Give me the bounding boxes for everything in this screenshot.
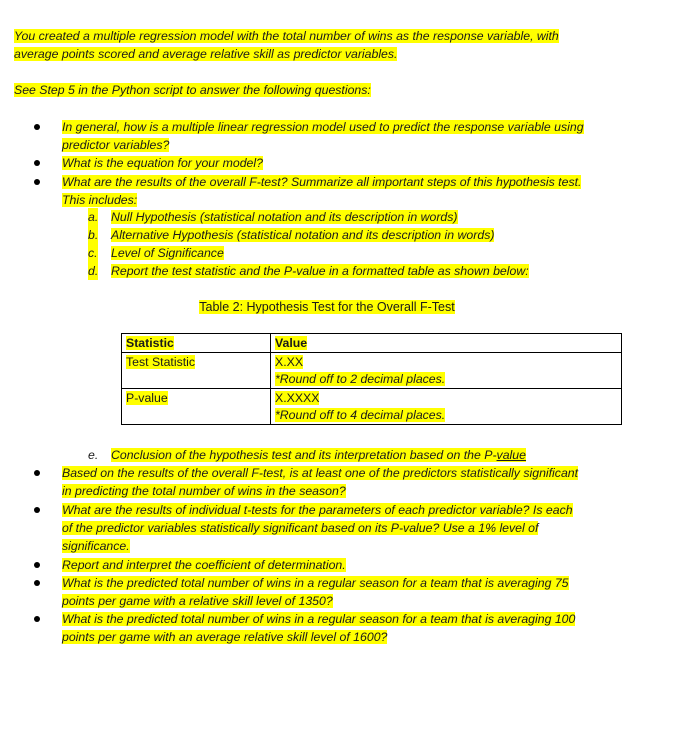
question-line: predictor variables? [62, 138, 170, 152]
row-value: X.XXXX [275, 391, 320, 405]
subitem-text-underlined: value [496, 448, 526, 462]
bullet-icon [34, 124, 40, 130]
question-line: What are the results of the overall F-test? Summarize all important steps of this hypothesis test. [62, 175, 582, 189]
question-line: in predicting the total number of wins in the season? [62, 484, 346, 498]
subitem-letter: e. [88, 448, 99, 462]
question-line: What is the predicted total number of wins in a regular season for a team that is averaging 75 [62, 576, 569, 590]
table-row [122, 389, 622, 425]
table-cell [271, 353, 622, 389]
row-label: P-value [126, 391, 168, 405]
question-line: Report and interpret the coefficient of determination. [62, 558, 346, 572]
bullet-icon [34, 179, 40, 185]
intro-line-2: average points scored and average relative skill as predictor variables. [14, 47, 398, 61]
subitem-letter: a. [88, 210, 99, 224]
table-cell [122, 389, 271, 425]
bullet-icon [34, 580, 40, 586]
subitem-text: Alternative Hypothesis (statistical notation and its description in words) [111, 228, 495, 242]
question-line: What are the results of individual t-tests for the parameters of each predictor variable? Is each [62, 503, 573, 517]
table-row [122, 353, 622, 389]
subitem-letter: d. [88, 264, 99, 278]
bullet-icon [34, 470, 40, 476]
row-note: *Round off to 4 decimal places. [275, 408, 446, 422]
step-instruction-text: See Step 5 in the Python script to answer the following questions: [14, 83, 371, 97]
question-line: What is the equation for your model? [62, 156, 263, 170]
table-cell [122, 353, 271, 389]
table-header-row [122, 334, 622, 353]
intro-paragraph [14, 27, 654, 63]
subitem-text: Null Hypothesis (statistical notation and its description in words) [111, 210, 458, 224]
bullet-icon [34, 616, 40, 622]
question-line: Based on the results of the overall F-test, is at least one of the predictors statistically significant [62, 466, 579, 480]
question-line: points per game with a relative skill level of 1350? [62, 594, 333, 608]
table-cell [271, 389, 622, 425]
question-line: points per game with an average relative skill level of 1600? [62, 630, 388, 644]
header-value: Value [275, 336, 308, 350]
question-line: of the predictor variables statistically significant based on its P-value? Use a 1% level of [62, 521, 539, 535]
subitem-text: Conclusion of the hypothesis test and its interpretation based on the P- [111, 448, 497, 462]
row-value: X.XX [275, 355, 304, 369]
table-header-cell [271, 334, 622, 353]
table-header-cell [122, 334, 271, 353]
subitem-text: Report the test statistic and the P-value in a formatted table as shown below: [111, 264, 529, 278]
row-note: *Round off to 2 decimal places. [275, 372, 446, 386]
subitem-text: Level of Significance [111, 246, 224, 260]
question-line: What is the predicted total number of wins in a regular season for a team that is averaging 100 [62, 612, 576, 626]
subitem-letter: c. [88, 246, 98, 260]
subitem-letter: b. [88, 228, 99, 242]
question-line: This includes: [62, 193, 138, 207]
table-caption [0, 298, 654, 316]
header-statistic: Statistic [126, 336, 174, 350]
row-label: Test Statistic [126, 355, 196, 369]
table-caption-text: Table 2: Hypothesis Test for the Overall F-Test [199, 300, 455, 314]
f-test-table [121, 333, 622, 425]
step-instruction [14, 81, 654, 99]
intro-line-1: You created a multiple regression model with the total number of wins as the response variable, with [14, 29, 559, 43]
bullet-icon [34, 160, 40, 166]
question-line: significance. [62, 539, 130, 553]
bullet-icon [34, 562, 40, 568]
bullet-icon [34, 507, 40, 513]
question-line: In general, how is a multiple linear regression model used to predict the response variable using [62, 120, 584, 134]
